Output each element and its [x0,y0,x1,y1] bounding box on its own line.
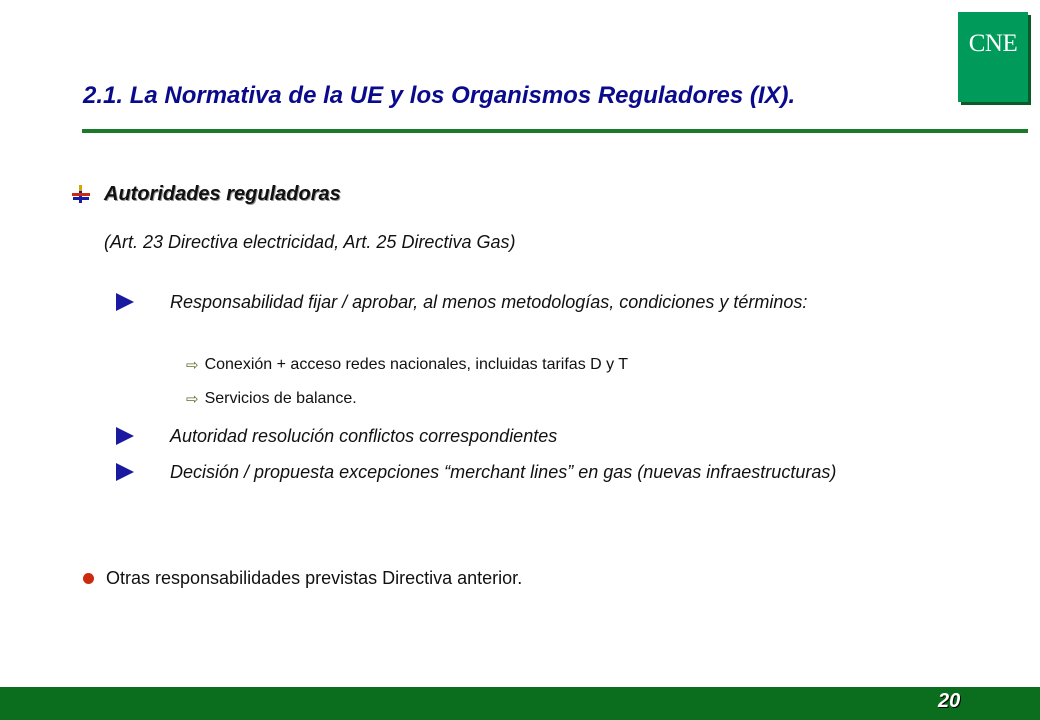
triangle-right-icon [116,463,134,481]
other-item [83,568,522,589]
red-dot-icon [83,573,94,584]
sub-list-item-text: Conexión + acceso redes nacionales, incluidas tarifas D y T [204,356,629,373]
hollow-arrow-right-icon: ⇨ [186,357,199,374]
section-heading [68,183,341,206]
heading-text: Autoridades reguladoras [104,183,341,205]
list-item [116,291,808,312]
list-item-text: Responsabilidad fijar / aprobar, al menos metodologías, condiciones y términos: [170,292,808,312]
slide-title: 2.1. La Normativa de la UE y los Organismos Reguladores (IX). [83,82,796,109]
sub-list-item-text: Servicios de balance. [204,390,357,407]
cne-logo [958,12,1028,102]
legal-reference: (Art. 23 Directiva electricidad, Art. 25 Directiva Gas) [104,232,516,252]
triangle-right-icon [116,427,134,445]
footer-bar [0,687,1040,720]
sub-list-item [186,356,628,374]
list-item-text: Decisión / propuesta excepciones “merchant lines” en gas (nuevas infraestructuras) [170,462,837,482]
sub-list-item [186,390,357,408]
logo-text: CNE [968,30,1018,57]
hollow-arrow-right-icon: ⇨ [186,391,199,408]
triangle-right-icon [116,293,134,311]
list-item [116,461,837,482]
title-divider [82,129,1028,133]
list-item [116,425,558,446]
page-number: 20 [938,690,961,712]
other-item-text: Otras responsabilidades previstas Directiva anterior. [106,568,523,588]
pin-bullet-icon [68,184,94,206]
list-item-text: Autoridad resolución conflictos correspondientes [170,426,558,446]
